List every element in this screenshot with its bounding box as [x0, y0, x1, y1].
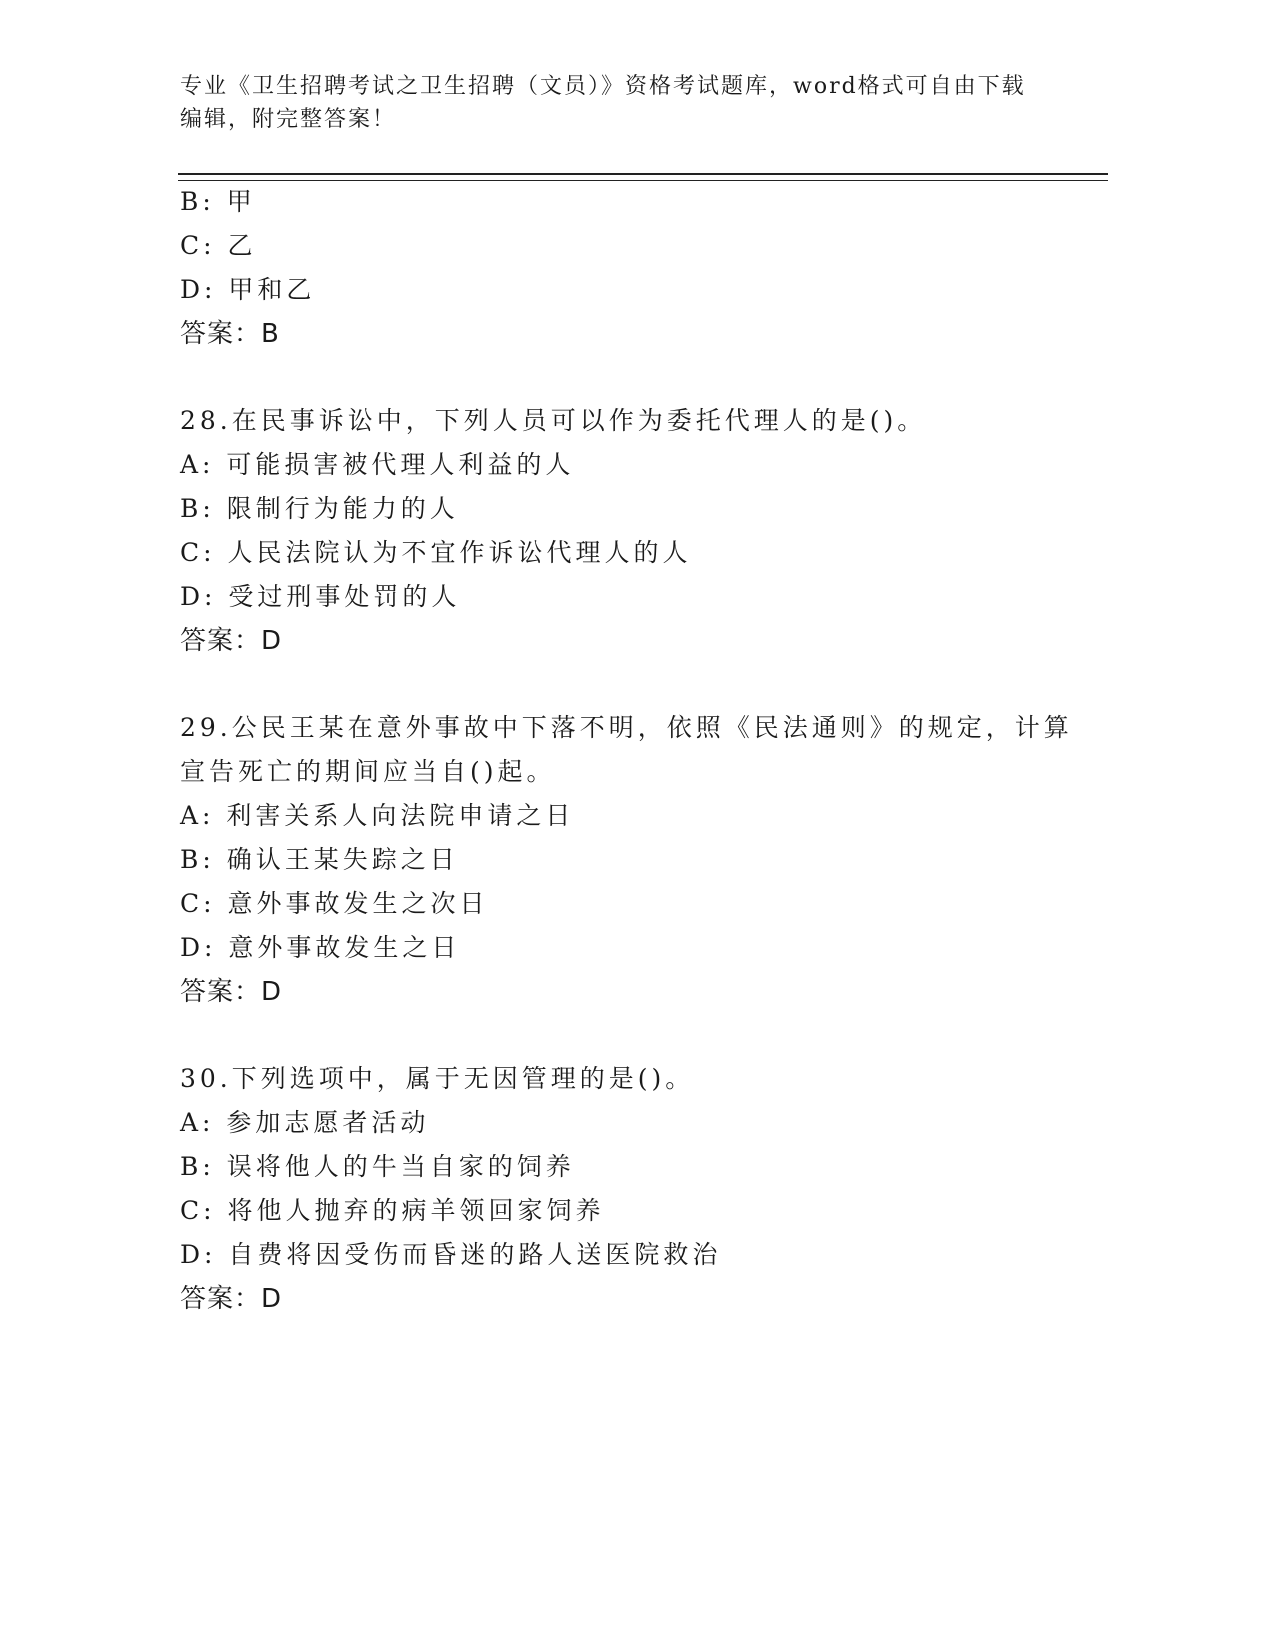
option-a: A: 参加志愿者活动: [180, 1108, 430, 1137]
question-stem-line-2: 宣告死亡的期间应当自()起。: [180, 757, 556, 786]
question-stem: 28.在民事诉讼中，下列人员可以作为委托代理人的是()。: [180, 406, 927, 435]
question-30: [180, 1057, 1080, 1321]
answer-label: 答案：B: [180, 319, 280, 349]
header-line-1: 专业《卫生招聘考试之卫生招聘（文员）》资格考试题库，word格式可自由下载: [180, 74, 1026, 99]
question-27: [180, 180, 1080, 356]
answer-label: 答案：D: [180, 1284, 283, 1314]
option-d: D: 自费将因受伤而昏迷的路人送医院救治: [180, 1240, 722, 1269]
option-d: D: 受过刑事处罚的人: [180, 582, 461, 611]
question-28: [180, 399, 1080, 663]
option-b: B: 甲: [180, 187, 256, 216]
page-header: [180, 70, 1060, 136]
option-c: C: 人民法院认为不宜作诉讼代理人的人: [180, 538, 692, 567]
option-c: C: 将他人抛弃的病羊领回家饲养: [180, 1196, 605, 1225]
option-b: B: 限制行为能力的人: [180, 494, 459, 523]
option-d: D: 甲和乙: [180, 275, 316, 304]
option-a: A: 利害关系人向法院申请之日: [180, 801, 575, 830]
header-line-2: 编辑，附完整答案！: [180, 107, 397, 132]
option-a: A: 可能损害被代理人利益的人: [180, 450, 575, 479]
option-c: C: 意外事故发生之次日: [180, 889, 489, 918]
option-c: C: 乙: [180, 231, 257, 260]
question-stem: 30.下列选项中，属于无因管理的是()。: [180, 1064, 695, 1093]
option-d: D: 意外事故发生之日: [180, 933, 461, 962]
answer-label: 答案：D: [180, 626, 283, 656]
option-b: B: 误将他人的牛当自家的饲养: [180, 1152, 575, 1181]
answer-label: 答案：D: [180, 977, 283, 1007]
question-list: [180, 180, 1080, 1321]
question-29: [180, 706, 1080, 1014]
question-stem-line-1: 29.公民王某在意外事故中下落不明，依照《民法通则》的规定，计算: [180, 713, 1073, 742]
option-b: B: 确认王某失踪之日: [180, 845, 459, 874]
